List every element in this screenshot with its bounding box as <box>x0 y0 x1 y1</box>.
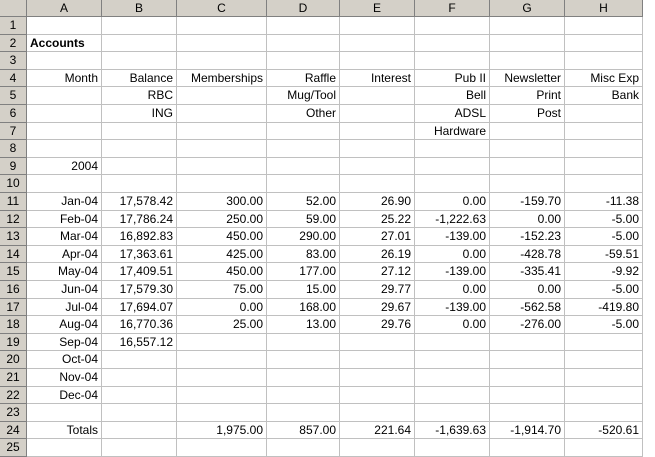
cell-f17[interactable]: -139.00 <box>415 299 490 317</box>
cell-a2[interactable]: Accounts <box>27 35 102 53</box>
cell-h1[interactable] <box>565 17 643 35</box>
cell-b22[interactable] <box>102 387 177 405</box>
row-header[interactable]: 24 <box>0 422 27 440</box>
cell-e24[interactable]: 221.64 <box>340 422 415 440</box>
cell-d17[interactable]: 168.00 <box>267 299 340 317</box>
cell-a6[interactable] <box>27 105 102 123</box>
cell-h22[interactable] <box>565 387 643 405</box>
cell-h3[interactable] <box>565 52 643 70</box>
cell-b3[interactable] <box>102 52 177 70</box>
row-header[interactable]: 4 <box>0 70 27 88</box>
cell-d16[interactable]: 15.00 <box>267 281 340 299</box>
cell-g18[interactable]: -276.00 <box>490 316 565 334</box>
cell-g17[interactable]: -562.58 <box>490 299 565 317</box>
cell-f5[interactable]: Bell <box>415 87 490 105</box>
cell-d12[interactable]: 59.00 <box>267 211 340 229</box>
column-header-e[interactable]: E <box>340 0 415 17</box>
cell-e4[interactable]: Interest <box>340 70 415 88</box>
cell-a10[interactable] <box>27 175 102 193</box>
cell-b20[interactable] <box>102 351 177 369</box>
cell-b15[interactable]: 17,409.51 <box>102 263 177 281</box>
cell-h12[interactable]: -5.00 <box>565 211 643 229</box>
cell-d5[interactable]: Mug/Tool <box>267 87 340 105</box>
cell-f23[interactable] <box>415 404 490 422</box>
cell-d13[interactable]: 290.00 <box>267 228 340 246</box>
cell-f4[interactable]: Pub II <box>415 70 490 88</box>
column-header-d[interactable]: D <box>267 0 340 17</box>
cell-d22[interactable] <box>267 387 340 405</box>
cell-g4[interactable]: Newsletter <box>490 70 565 88</box>
cell-b6[interactable]: ING <box>102 105 177 123</box>
cell-d20[interactable] <box>267 351 340 369</box>
row-header[interactable]: 18 <box>0 316 27 334</box>
cell-b1[interactable] <box>102 17 177 35</box>
cell-a16[interactable]: Jun-04 <box>27 281 102 299</box>
cell-a22[interactable]: Dec-04 <box>27 387 102 405</box>
row-header[interactable]: 25 <box>0 439 27 457</box>
column-header-c[interactable]: C <box>177 0 267 17</box>
cell-b18[interactable]: 16,770.36 <box>102 316 177 334</box>
cell-c12[interactable]: 250.00 <box>177 211 267 229</box>
row-header[interactable]: 14 <box>0 246 27 264</box>
cell-h24[interactable]: -520.61 <box>565 422 643 440</box>
column-header-h[interactable]: H <box>565 0 643 17</box>
cell-b8[interactable] <box>102 140 177 158</box>
cell-g1[interactable] <box>490 17 565 35</box>
cell-e23[interactable] <box>340 404 415 422</box>
cell-h17[interactable]: -419.80 <box>565 299 643 317</box>
cell-b25[interactable] <box>102 439 177 457</box>
cell-c13[interactable]: 450.00 <box>177 228 267 246</box>
cell-g20[interactable] <box>490 351 565 369</box>
cell-f8[interactable] <box>415 140 490 158</box>
cell-c25[interactable] <box>177 439 267 457</box>
cell-c15[interactable]: 450.00 <box>177 263 267 281</box>
cell-b5[interactable]: RBC <box>102 87 177 105</box>
cell-e3[interactable] <box>340 52 415 70</box>
cell-c8[interactable] <box>177 140 267 158</box>
cell-g12[interactable]: 0.00 <box>490 211 565 229</box>
cell-c1[interactable] <box>177 17 267 35</box>
cell-g25[interactable] <box>490 439 565 457</box>
cell-d21[interactable] <box>267 369 340 387</box>
cell-h18[interactable]: -5.00 <box>565 316 643 334</box>
cell-b13[interactable]: 16,892.83 <box>102 228 177 246</box>
cell-e21[interactable] <box>340 369 415 387</box>
row-header[interactable]: 23 <box>0 404 27 422</box>
cell-f1[interactable] <box>415 17 490 35</box>
cell-f13[interactable]: -139.00 <box>415 228 490 246</box>
cell-a8[interactable] <box>27 140 102 158</box>
cell-e6[interactable] <box>340 105 415 123</box>
cell-c9[interactable] <box>177 158 267 176</box>
cell-e8[interactable] <box>340 140 415 158</box>
cell-e25[interactable] <box>340 439 415 457</box>
cell-e16[interactable]: 29.77 <box>340 281 415 299</box>
cell-a15[interactable]: May-04 <box>27 263 102 281</box>
cell-a18[interactable]: Aug-04 <box>27 316 102 334</box>
cell-e17[interactable]: 29.67 <box>340 299 415 317</box>
cell-d4[interactable]: Raffle <box>267 70 340 88</box>
cell-c11[interactable]: 300.00 <box>177 193 267 211</box>
row-header[interactable]: 11 <box>0 193 27 211</box>
cell-e22[interactable] <box>340 387 415 405</box>
cell-d1[interactable] <box>267 17 340 35</box>
row-header[interactable]: 3 <box>0 52 27 70</box>
row-header[interactable]: 20 <box>0 351 27 369</box>
column-header-b[interactable]: B <box>102 0 177 17</box>
cell-h25[interactable] <box>565 439 643 457</box>
cell-e1[interactable] <box>340 17 415 35</box>
cell-c18[interactable]: 25.00 <box>177 316 267 334</box>
column-header-f[interactable]: F <box>415 0 490 17</box>
cell-f24[interactable]: -1,639.63 <box>415 422 490 440</box>
cell-g24[interactable]: -1,914.70 <box>490 422 565 440</box>
cell-c19[interactable] <box>177 334 267 352</box>
cell-h14[interactable]: -59.51 <box>565 246 643 264</box>
cell-b14[interactable]: 17,363.61 <box>102 246 177 264</box>
column-header-a[interactable]: A <box>27 0 102 17</box>
cell-h5[interactable]: Bank <box>565 87 643 105</box>
cell-e11[interactable]: 26.90 <box>340 193 415 211</box>
cell-g2[interactable] <box>490 35 565 53</box>
cell-d8[interactable] <box>267 140 340 158</box>
row-header[interactable]: 5 <box>0 87 27 105</box>
cell-c2[interactable] <box>177 35 267 53</box>
row-header[interactable]: 22 <box>0 387 27 405</box>
cell-a12[interactable]: Feb-04 <box>27 211 102 229</box>
cell-g3[interactable] <box>490 52 565 70</box>
cell-d18[interactable]: 13.00 <box>267 316 340 334</box>
cell-f9[interactable] <box>415 158 490 176</box>
cell-b2[interactable] <box>102 35 177 53</box>
cell-h15[interactable]: -9.92 <box>565 263 643 281</box>
cell-b7[interactable] <box>102 123 177 141</box>
cell-f12[interactable]: -1,222.63 <box>415 211 490 229</box>
cell-e13[interactable]: 27.01 <box>340 228 415 246</box>
cell-c24[interactable]: 1,975.00 <box>177 422 267 440</box>
cell-b4[interactable]: Balance <box>102 70 177 88</box>
select-all-corner[interactable] <box>0 0 27 17</box>
cell-f15[interactable]: -139.00 <box>415 263 490 281</box>
cell-c10[interactable] <box>177 175 267 193</box>
cell-c7[interactable] <box>177 123 267 141</box>
cell-a9[interactable]: 2004 <box>27 158 102 176</box>
cell-e15[interactable]: 27.12 <box>340 263 415 281</box>
cell-e9[interactable] <box>340 158 415 176</box>
cell-c20[interactable] <box>177 351 267 369</box>
row-header[interactable]: 8 <box>0 140 27 158</box>
cell-d2[interactable] <box>267 35 340 53</box>
cell-a25[interactable] <box>27 439 102 457</box>
cell-f25[interactable] <box>415 439 490 457</box>
cell-c22[interactable] <box>177 387 267 405</box>
cell-h6[interactable] <box>565 105 643 123</box>
cell-c21[interactable] <box>177 369 267 387</box>
cell-h16[interactable]: -5.00 <box>565 281 643 299</box>
cell-g9[interactable] <box>490 158 565 176</box>
cell-g14[interactable]: -428.78 <box>490 246 565 264</box>
cell-f3[interactable] <box>415 52 490 70</box>
cell-g8[interactable] <box>490 140 565 158</box>
cell-f16[interactable]: 0.00 <box>415 281 490 299</box>
cell-c23[interactable] <box>177 404 267 422</box>
cell-a23[interactable] <box>27 404 102 422</box>
row-header[interactable]: 10 <box>0 175 27 193</box>
cell-g19[interactable] <box>490 334 565 352</box>
cell-f21[interactable] <box>415 369 490 387</box>
cell-e2[interactable] <box>340 35 415 53</box>
cell-e12[interactable]: 25.22 <box>340 211 415 229</box>
cell-g16[interactable]: 0.00 <box>490 281 565 299</box>
cell-f2[interactable] <box>415 35 490 53</box>
cell-d24[interactable]: 857.00 <box>267 422 340 440</box>
cell-g21[interactable] <box>490 369 565 387</box>
cell-d19[interactable] <box>267 334 340 352</box>
cell-g11[interactable]: -159.70 <box>490 193 565 211</box>
cell-a20[interactable]: Oct-04 <box>27 351 102 369</box>
cell-h8[interactable] <box>565 140 643 158</box>
row-header[interactable]: 21 <box>0 369 27 387</box>
cell-f20[interactable] <box>415 351 490 369</box>
cell-b21[interactable] <box>102 369 177 387</box>
cell-c16[interactable]: 75.00 <box>177 281 267 299</box>
row-header[interactable]: 16 <box>0 281 27 299</box>
cell-b12[interactable]: 17,786.24 <box>102 211 177 229</box>
cell-a4[interactable]: Month <box>27 70 102 88</box>
cell-g15[interactable]: -335.41 <box>490 263 565 281</box>
cell-c5[interactable] <box>177 87 267 105</box>
cell-h4[interactable]: Misc Exp <box>565 70 643 88</box>
cell-a17[interactable]: Jul-04 <box>27 299 102 317</box>
cell-e14[interactable]: 26.19 <box>340 246 415 264</box>
cell-a3[interactable] <box>27 52 102 70</box>
cell-d15[interactable]: 177.00 <box>267 263 340 281</box>
cell-f11[interactable]: 0.00 <box>415 193 490 211</box>
cell-d7[interactable] <box>267 123 340 141</box>
cell-e5[interactable] <box>340 87 415 105</box>
cell-b17[interactable]: 17,694.07 <box>102 299 177 317</box>
cell-h23[interactable] <box>565 404 643 422</box>
cell-h10[interactable] <box>565 175 643 193</box>
cell-b11[interactable]: 17,578.42 <box>102 193 177 211</box>
cell-a21[interactable]: Nov-04 <box>27 369 102 387</box>
row-header[interactable]: 17 <box>0 299 27 317</box>
row-header[interactable]: 9 <box>0 158 27 176</box>
cell-e7[interactable] <box>340 123 415 141</box>
cell-h7[interactable] <box>565 123 643 141</box>
cell-h20[interactable] <box>565 351 643 369</box>
cell-f6[interactable]: ADSL <box>415 105 490 123</box>
cell-a24[interactable]: Totals <box>27 422 102 440</box>
cell-f10[interactable] <box>415 175 490 193</box>
cell-h21[interactable] <box>565 369 643 387</box>
row-header[interactable]: 12 <box>0 211 27 229</box>
row-header[interactable]: 15 <box>0 263 27 281</box>
column-header-g[interactable]: G <box>490 0 565 17</box>
row-header[interactable]: 13 <box>0 228 27 246</box>
cell-d6[interactable]: Other <box>267 105 340 123</box>
cell-g5[interactable]: Print <box>490 87 565 105</box>
cell-h2[interactable] <box>565 35 643 53</box>
cell-d11[interactable]: 52.00 <box>267 193 340 211</box>
cell-e19[interactable] <box>340 334 415 352</box>
cell-g13[interactable]: -152.23 <box>490 228 565 246</box>
cell-c14[interactable]: 425.00 <box>177 246 267 264</box>
cell-f18[interactable]: 0.00 <box>415 316 490 334</box>
cell-c3[interactable] <box>177 52 267 70</box>
cell-g7[interactable] <box>490 123 565 141</box>
cell-f22[interactable] <box>415 387 490 405</box>
cell-c17[interactable]: 0.00 <box>177 299 267 317</box>
cell-a7[interactable] <box>27 123 102 141</box>
cell-a13[interactable]: Mar-04 <box>27 228 102 246</box>
cell-g6[interactable]: Post <box>490 105 565 123</box>
cell-g23[interactable] <box>490 404 565 422</box>
cell-d23[interactable] <box>267 404 340 422</box>
cell-a1[interactable] <box>27 17 102 35</box>
cell-h11[interactable]: -11.38 <box>565 193 643 211</box>
cell-c4[interactable]: Memberships <box>177 70 267 88</box>
cell-f19[interactable] <box>415 334 490 352</box>
cell-f7[interactable]: Hardware <box>415 123 490 141</box>
row-header[interactable]: 19 <box>0 334 27 352</box>
row-header[interactable]: 1 <box>0 17 27 35</box>
cell-d14[interactable]: 83.00 <box>267 246 340 264</box>
cell-b24[interactable] <box>102 422 177 440</box>
cell-a5[interactable] <box>27 87 102 105</box>
cell-b9[interactable] <box>102 158 177 176</box>
cell-h13[interactable]: -5.00 <box>565 228 643 246</box>
cell-d3[interactable] <box>267 52 340 70</box>
cell-b10[interactable] <box>102 175 177 193</box>
cell-a11[interactable]: Jan-04 <box>27 193 102 211</box>
cell-f14[interactable]: 0.00 <box>415 246 490 264</box>
cell-a19[interactable]: Sep-04 <box>27 334 102 352</box>
cell-b23[interactable] <box>102 404 177 422</box>
cell-h9[interactable] <box>565 158 643 176</box>
cell-a14[interactable]: Apr-04 <box>27 246 102 264</box>
cell-g22[interactable] <box>490 387 565 405</box>
cell-d9[interactable] <box>267 158 340 176</box>
cell-b19[interactable]: 16,557.12 <box>102 334 177 352</box>
cell-c6[interactable] <box>177 105 267 123</box>
cell-b16[interactable]: 17,579.30 <box>102 281 177 299</box>
cell-e18[interactable]: 29.76 <box>340 316 415 334</box>
row-header[interactable]: 7 <box>0 123 27 141</box>
row-header[interactable]: 6 <box>0 105 27 123</box>
cell-d10[interactable] <box>267 175 340 193</box>
cell-e10[interactable] <box>340 175 415 193</box>
cell-e20[interactable] <box>340 351 415 369</box>
cell-g10[interactable] <box>490 175 565 193</box>
cell-d25[interactable] <box>267 439 340 457</box>
row-header[interactable]: 2 <box>0 35 27 53</box>
cell-h19[interactable] <box>565 334 643 352</box>
